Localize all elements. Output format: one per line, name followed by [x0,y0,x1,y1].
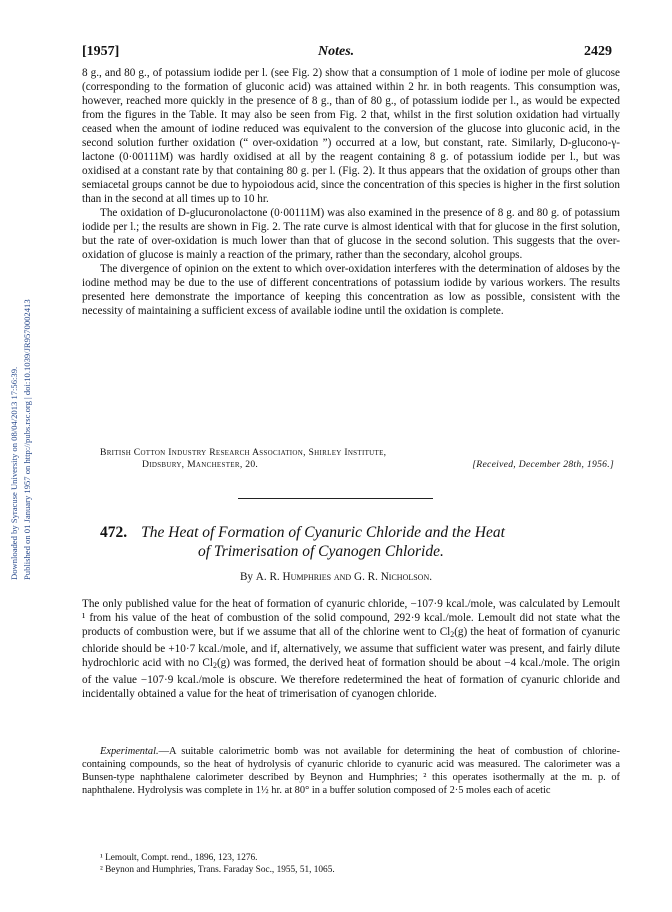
article-number: 472. [100,524,128,541]
introduction [82,597,620,701]
author-line [0,571,672,583]
subscript: 2 [450,630,455,639]
doi-link[interactable]: Published on 01 January 1957 on http://pubs.rsc.org | doi:10.1039/JR9570002413 [22,299,32,580]
journal-year: [1957] [82,44,120,59]
affiliation-line: British Cotton Industry Research Association, Shirley Institute, [100,447,387,458]
affiliation-city: Didsbury, Manchester, 20. [142,459,259,470]
paragraph [82,745,620,797]
paragraph: The divergence of opinion on the extent to which over-oxidation interferes with the determination of aldoses by the iodine method may be due to the use of different concentrations of potassium iodide by various workers. The results presented here demonstrate the importance of keeping this concentration as low as possible, consistent with the necessity of maintaining a sufficient excess of available iodine until the oxidation is complete. [82,263,620,317]
article-title [100,523,600,561]
footnote: ¹ Lemoult, Compt. rend., 1896, 123, 1276. [100,853,258,863]
download-notice: Downloaded by Syracuse University on 08/04/2013 17:56:39. [9,366,19,580]
authors: A. R. Humphries and G. R. Nicholson. [255,571,433,583]
title-line: The Heat of Formation of Cyanuric Chloride and the Heat [141,524,505,541]
received-date: [Received, December 28th, 1956.] [472,459,614,470]
text-run: (g) was formed, the derived heat of formation should be about −4 kcal./mole. The origin of the value −107·9 kcal./mole is obscure. We therefore redetermined the heat of formation of cyanuric chloride and incidentally obtained a value for the heat of trimerisation of cyanogen chloride. [82,657,620,700]
text-run: —A suitable calorimetric bomb was not available for determining the heat of combustion of chlorine-containing compounds, so the heat of hydrolysis of cyanuric chloride to cyanuric acid was measured. The calorimeter was a Bunsen-type naphthalene calorimeter described by Beynon and Humphries; ² this operates isothermally at the m. p. of naphthalene. Hydrolysis was complete in 1½ hr. at 80° in a buffer solution composed of 2·5 moles each of acetic [82,746,620,796]
title-line: of Trimerisation of Cyanogen Chloride. [198,543,444,560]
affiliation [100,447,614,471]
page-number: 2429 [584,44,612,59]
section-divider [238,498,433,499]
subscript: 2 [213,661,217,670]
text-run: The only published value for the heat of formation of cyanuric chloride, −107·9 kcal./mole, was calculated by Lemoult ¹ from his value of the heat of combustion of the solid compound, 292·9 kcal./mole. Lemoult did not state what the products of combustion were, but if we assume that all of the chlorine went to Cl [82,598,620,638]
section-lead: Experimental. [100,746,159,757]
text-run: (g) the heat of formation of cyanuric chloride should be +10·7 kcal./mole, and if, alternatively, we assume that sufficient water was present, and fairly dilute hydrochloric acid with no Cl [82,626,620,669]
by-label: By [239,571,253,583]
download-watermark [8,150,34,580]
paragraph: 8 g., and 80 g., of potassium iodide per l. (see Fig. 2) show that a consumption of 1 mole of iodine per mole of glucose (corresponding to the formation of gluconic acid) was attained within 2 hr. in both reagents. This consumption was, however, reached more quickly in the presence of 8 g., than of 80 g., of potassium iodide per l., as would be expected from the figures in the Table. It may also be seen from Fig. 2 that, whilst in the first solution oxidation had virtually ceased when the amount of iodine reduced was equivalent to the conversion of the glucose into gluconic acid, in the second solution further oxidation (“ over-oxidation ”) occurred at a low, but constant, rate. Similarly, D-glucono-γ-lactone (0·00111M) was hardly oxidised at all by the reagent containing 8 g. of potassium iodide per l., but was oxidised at a constant rate by that containing 80 g. per l. (Fig. 2). It thus appears that the oxidation of groups other than semiacetal groups cannot be due to hypoiodous acid, since the concentration of this species is higher in the first solution than in the second at all times up to 10 hr. [82,67,620,205]
footnotes [100,852,620,876]
previous-article-body [82,66,620,318]
footnote: ² Beynon and Humphries, Trans. Faraday Soc., 1955, 51, 1065. [100,865,335,875]
paragraph [82,597,620,701]
paragraph: The oxidation of D-glucuronolactone (0·00111M) was also examined in the presence of 8 g. and 80 g. of potassium iodide per l.; the results are shown in Fig. 2. The rate curve is almost identical with that for glucose in the first solution, but the rate of over-oxidation is much lower than that of glucose in the second solution. This suggests that the over-oxidation of glucose is mainly a reaction of the primary, rather than the secondary, alcohol groups. [82,207,620,261]
page-header [82,44,612,62]
experimental-section [82,745,620,797]
section-title: Notes. [318,44,355,59]
